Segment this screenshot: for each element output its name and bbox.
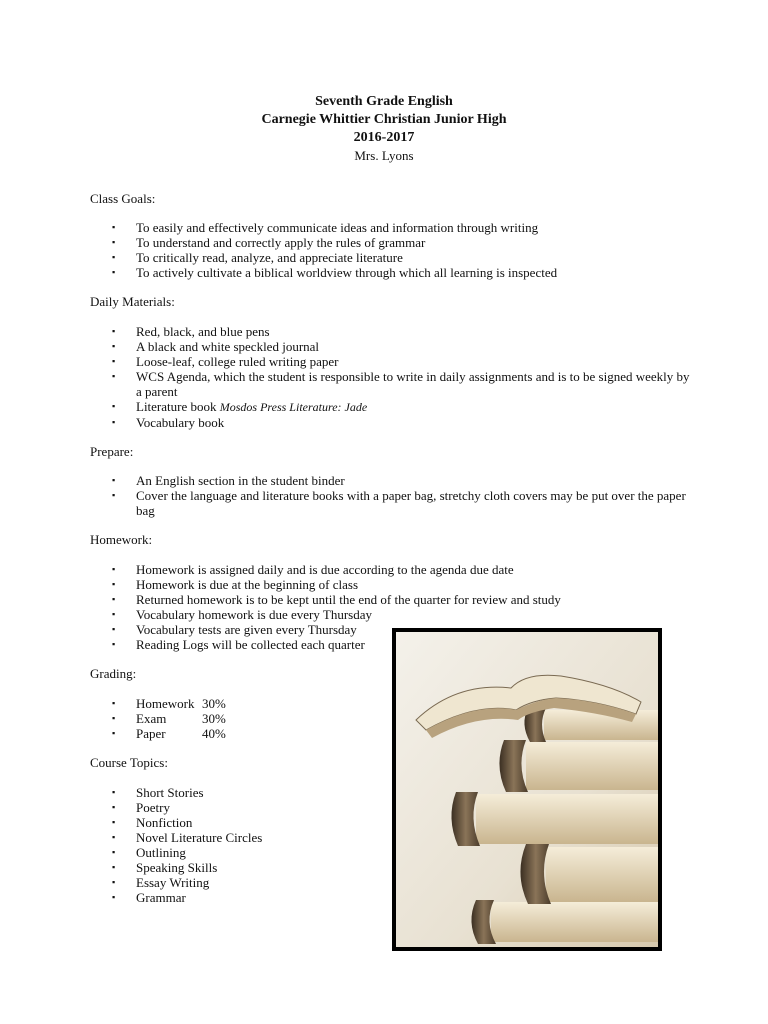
bullet-icon: ▪ bbox=[112, 892, 116, 902]
bullet-icon: ▪ bbox=[112, 594, 116, 604]
grading-row bbox=[112, 696, 226, 711]
list-item: ▪ Literature book Mosdos Press Literature: Jade bbox=[112, 399, 368, 414]
homework-heading: Homework: bbox=[90, 532, 153, 547]
bullet-icon: ▪ bbox=[112, 862, 116, 872]
list-item: ▪ Vocabulary book bbox=[112, 415, 225, 430]
bullet-icon: ▪ bbox=[112, 698, 116, 708]
grade-weight: 30% bbox=[202, 711, 226, 726]
book-title: Mosdos Press Literature: Jade bbox=[219, 400, 368, 414]
course-topics-list bbox=[112, 785, 262, 905]
list-item: ▪ Homework is assigned daily and is due according to the agenda due date bbox=[112, 562, 514, 577]
book-icon bbox=[524, 708, 658, 742]
bullet-icon: ▪ bbox=[112, 624, 116, 634]
grade-category: Paper bbox=[136, 726, 166, 741]
list-item: ▪ WCS Agenda, which the student is responsible to write in daily assignments and is to be signed weekly by bbox=[112, 369, 690, 384]
book-icon bbox=[520, 844, 658, 904]
bullet-icon: ▪ bbox=[112, 877, 116, 887]
books-illustration bbox=[396, 632, 658, 947]
bullet-icon: ▪ bbox=[112, 609, 116, 619]
grade-category: Homework bbox=[136, 696, 195, 711]
list-item: ▪ Short Stories bbox=[112, 785, 204, 800]
bullet-icon: ▪ bbox=[112, 490, 116, 500]
grade-weight: 40% bbox=[202, 726, 226, 741]
bullet-icon: ▪ bbox=[112, 847, 116, 857]
list-item: ▪ To critically read, analyze, and appreciate literature bbox=[112, 250, 403, 265]
daily-materials-list bbox=[112, 324, 690, 430]
bullet-icon: ▪ bbox=[112, 639, 116, 649]
document-header bbox=[0, 93, 768, 165]
bullet-icon: ▪ bbox=[112, 401, 116, 411]
list-item: ▪ Vocabulary tests are given every Thursday bbox=[112, 622, 357, 637]
bullet-icon: ▪ bbox=[112, 832, 116, 842]
list-item-continuation: bag bbox=[136, 503, 155, 518]
bullet-icon: ▪ bbox=[112, 371, 116, 381]
bullet-icon: ▪ bbox=[112, 713, 116, 723]
list-item: ▪ Essay Writing bbox=[112, 875, 210, 890]
list-item: ▪ Novel Literature Circles bbox=[112, 830, 263, 845]
bullet-icon: ▪ bbox=[112, 787, 116, 797]
list-item: ▪ Reading Logs will be collected each quarter bbox=[112, 637, 365, 652]
grading-list bbox=[112, 696, 226, 741]
list-item: ▪ To easily and effectively communicate ideas and information through writing bbox=[112, 220, 539, 235]
list-item: ▪ Cover the language and literature books with a paper bag, stretchy cloth covers may be put over the paper bbox=[112, 488, 686, 503]
list-item: ▪ To understand and correctly apply the rules of grammar bbox=[112, 235, 426, 250]
bullet-icon: ▪ bbox=[112, 802, 116, 812]
list-item: ▪ An English section in the student binder bbox=[112, 473, 345, 488]
school-year: 2016-2017 bbox=[353, 130, 415, 145]
bullet-icon: ▪ bbox=[112, 222, 116, 232]
list-item: ▪ Nonfiction bbox=[112, 815, 193, 830]
daily-materials-heading: Daily Materials: bbox=[90, 294, 175, 309]
grade-category: Exam bbox=[136, 711, 167, 726]
list-item: ▪ A black and white speckled journal bbox=[112, 339, 320, 354]
list-item-continuation: a parent bbox=[136, 384, 178, 399]
grading-row bbox=[112, 711, 226, 726]
list-item: ▪ Red, black, and blue pens bbox=[112, 324, 270, 339]
course-topics-heading: Course Topics: bbox=[90, 755, 168, 770]
list-item: ▪ Speaking Skills bbox=[112, 860, 218, 875]
class-goals-list bbox=[112, 220, 557, 280]
bullet-icon: ▪ bbox=[112, 252, 116, 262]
bullet-icon: ▪ bbox=[112, 417, 116, 427]
bullet-icon: ▪ bbox=[112, 564, 116, 574]
bullet-icon: ▪ bbox=[112, 237, 116, 247]
list-item: ▪ Vocabulary homework is due every Thursday bbox=[112, 607, 372, 622]
class-goals-heading: Class Goals: bbox=[90, 191, 156, 206]
list-item: ▪ Loose-leaf, college ruled writing paper bbox=[112, 354, 339, 369]
prepare-heading: Prepare: bbox=[90, 444, 134, 459]
bullet-icon: ▪ bbox=[112, 817, 116, 827]
grade-weight: 30% bbox=[202, 696, 226, 711]
list-item: ▪ Homework is due at the beginning of class bbox=[112, 577, 359, 592]
bullet-icon: ▪ bbox=[112, 326, 116, 336]
list-item: ▪ To actively cultivate a biblical worldview through which all learning is inspected bbox=[112, 265, 558, 280]
bullet-icon: ▪ bbox=[112, 341, 116, 351]
course-title: Seventh Grade English bbox=[315, 94, 453, 109]
list-item: ▪ Poetry bbox=[112, 800, 170, 815]
list-item: ▪ Returned homework is to be kept until the end of the quarter for review and study bbox=[112, 592, 561, 607]
grading-row bbox=[112, 726, 226, 741]
bullet-icon: ▪ bbox=[112, 728, 116, 738]
list-item: ▪ Grammar bbox=[112, 890, 186, 905]
bullet-icon: ▪ bbox=[112, 475, 116, 485]
book-icon bbox=[451, 792, 658, 846]
bullet-icon: ▪ bbox=[112, 579, 116, 589]
teacher-name: Mrs. Lyons bbox=[354, 148, 414, 163]
book-icon bbox=[471, 900, 658, 944]
grading-heading: Grading: bbox=[90, 666, 137, 681]
prepare-list bbox=[112, 473, 686, 518]
list-item: ▪ Outlining bbox=[112, 845, 186, 860]
school-name: Carnegie Whittier Christian Junior High bbox=[261, 112, 507, 127]
bullet-icon: ▪ bbox=[112, 356, 116, 366]
stacked-books-photo bbox=[392, 628, 662, 951]
bullet-icon: ▪ bbox=[112, 267, 116, 277]
